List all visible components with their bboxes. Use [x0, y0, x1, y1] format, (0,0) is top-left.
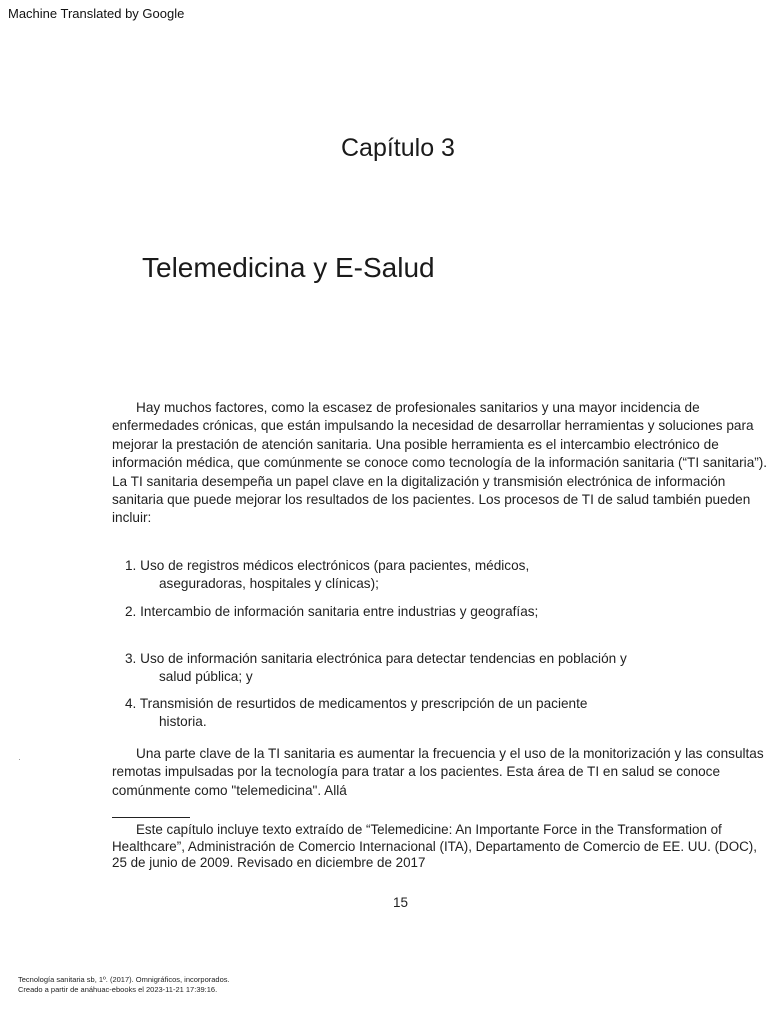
telemedicine-paragraph-text: Una parte clave de la TI sanitaria es aumentar la frecuencia y el uso de la monitorización y las consultas remotas impulsadas por la tecnología para tratar a los pacientes. Esta área de TI en salud se conoce comúnmente como "telemedicina". Allá [112, 746, 764, 798]
telemedicine-paragraph [112, 745, 768, 800]
list-item [125, 695, 725, 732]
footnote-text: Este capítulo incluye texto extraído de “Telemedicine: An Importante Force in the Transformation of Healthcare”, Administración de Comercio Internacional (ITA), Departamento de Comercio de EE. UU. (DOC), 25 de junio de 2009. Revisado en diciembre de 2017 [112, 822, 757, 871]
list-item-continuation: aseguradoras, hospitales y clínicas); [159, 576, 379, 592]
list-item-number: 3. [125, 651, 137, 666]
footnote-divider [112, 817, 190, 818]
footnote [112, 822, 768, 872]
list-item-number: 4. [125, 696, 137, 711]
credits-line-2: Creado a partir de anáhuac-ebooks el 2023-11-21 17:39:16. [18, 984, 218, 994]
list-item-number: 2. [125, 604, 137, 619]
list-item-continuation: historia. [159, 714, 207, 730]
list-item-text: Intercambio de información sanitaria entre industrias y geografías; [140, 604, 539, 619]
scan-speck [19, 759, 20, 760]
list-item [125, 603, 725, 621]
intro-paragraph [112, 399, 768, 528]
list-item-text: Transmisión de resurtidos de medicamentos y prescripción de un paciente [139, 696, 588, 711]
list-item-text: Uso de información sanitaria electrónica para detectar tendencias en población y [140, 651, 627, 666]
list-item-text: Uso de registros médicos electrónicos (para pacientes, médicos, [140, 558, 530, 573]
credits-line-1: Tecnología sanitaria sb, 1º. (2017). Omnigráficos, incorporados. [18, 975, 230, 984]
page-number: 15 [393, 895, 409, 910]
list-item-number: 1. [125, 558, 137, 573]
intro-paragraph-text: Hay muchos factores, como la escasez de profesionales sanitarios y una mayor incidencia de enfermedades crónicas, que están impulsando la necesidad de desarrollar herramientas y soluciones para mejorar la prestación de atención sanitaria. Una posible herramienta es el intercambio electrónico de información médica, que comúnmente se conoce como tecnología de la información sanitaria (“TI sanitaria”). La TI sanitaria desempeña un papel clave en la digitalización y transmisión electrónica de información sanitaria que puede mejorar los resultados de los pacientes. Los procesos de TI de salud también pueden incluir: [112, 400, 768, 526]
chapter-title: Telemedicina y E-Salud [142, 252, 435, 283]
list-item [125, 557, 725, 594]
list-item [125, 650, 725, 687]
machine-translated-banner: Machine Translated by Google [8, 6, 185, 21]
source-credits [18, 975, 230, 994]
chapter-label: Capítulo 3 [341, 134, 455, 162]
list-item-continuation: salud pública; y [159, 669, 253, 685]
